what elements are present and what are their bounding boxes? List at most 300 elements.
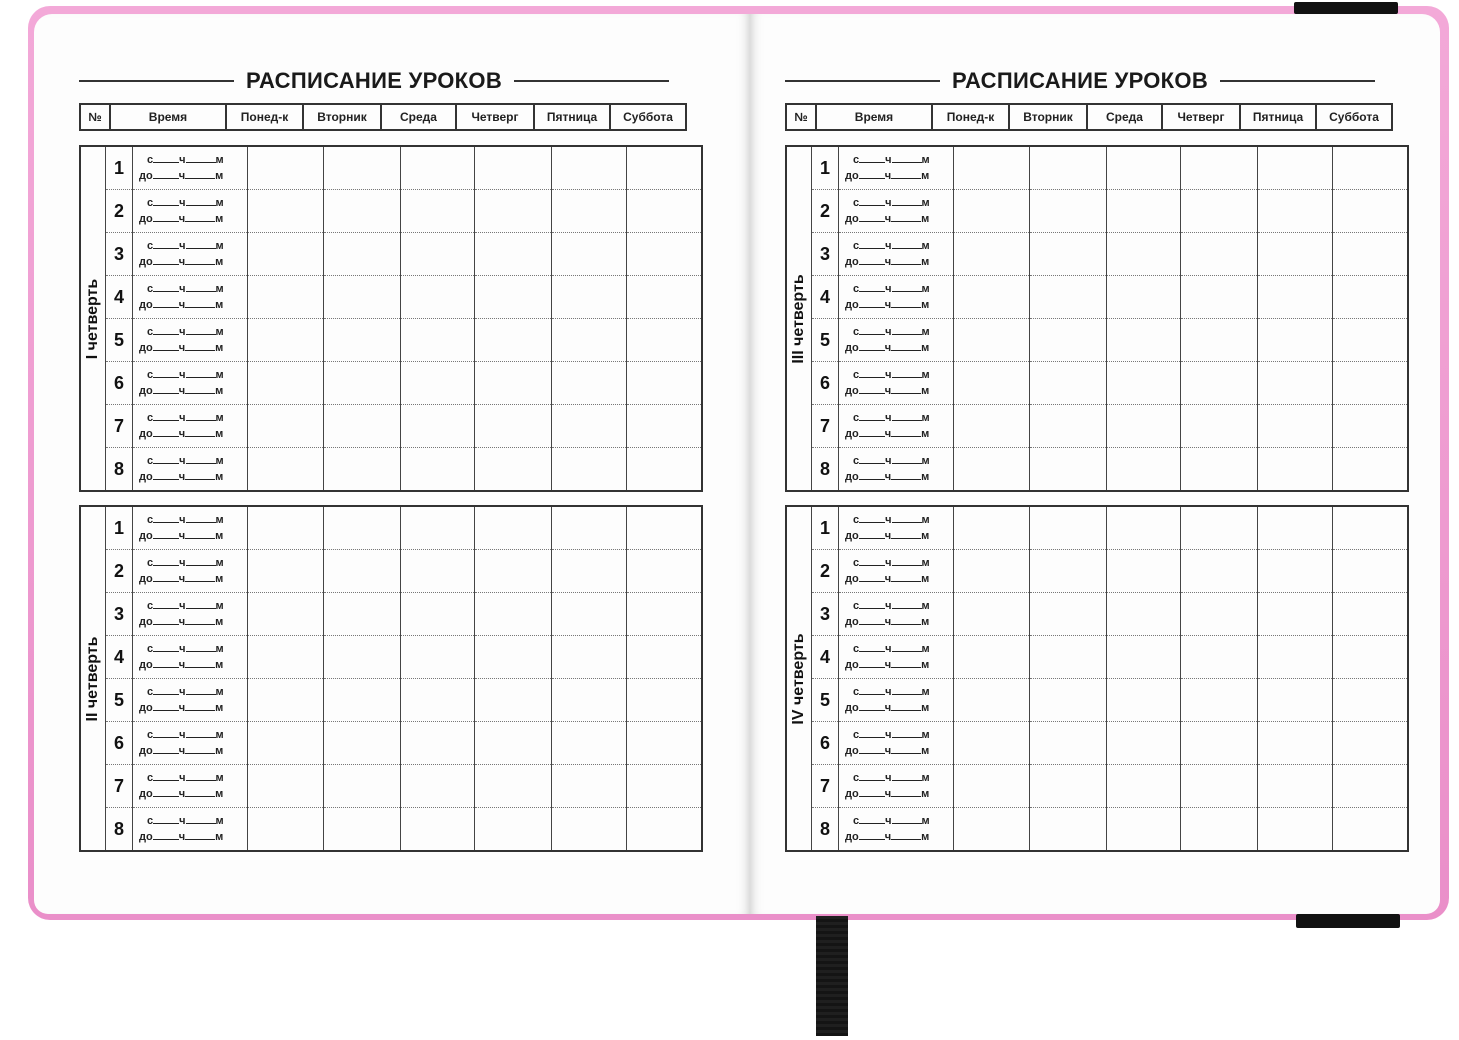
subject-cell-friday[interactable] <box>552 405 627 448</box>
subject-cell-monday[interactable] <box>954 405 1030 448</box>
subject-cell-saturday[interactable] <box>627 276 703 319</box>
minutes-blank[interactable] <box>185 830 215 840</box>
subject-cell-tuesday[interactable] <box>1030 679 1107 722</box>
lesson-time-cell[interactable] <box>133 722 248 765</box>
subject-cell-monday[interactable] <box>954 190 1030 233</box>
subject-cell-tuesday[interactable] <box>324 276 401 319</box>
subject-cell-thursday[interactable] <box>475 319 552 362</box>
minutes-blank[interactable] <box>186 153 216 163</box>
subject-cell-wednesday[interactable] <box>1107 362 1181 405</box>
hours-blank[interactable] <box>859 771 885 781</box>
hours-blank[interactable] <box>153 787 179 797</box>
subject-cell-friday[interactable] <box>552 506 627 550</box>
subject-cell-thursday[interactable] <box>475 722 552 765</box>
hours-blank[interactable] <box>859 212 885 222</box>
hours-blank[interactable] <box>153 470 179 480</box>
subject-cell-thursday[interactable] <box>475 506 552 550</box>
subject-cell-tuesday[interactable] <box>324 405 401 448</box>
subject-cell-tuesday[interactable] <box>324 146 401 190</box>
minutes-blank[interactable] <box>892 728 922 738</box>
hours-blank[interactable] <box>153 513 179 523</box>
lesson-time-cell[interactable] <box>839 722 954 765</box>
subject-cell-friday[interactable] <box>1258 636 1333 679</box>
subject-cell-friday[interactable] <box>552 319 627 362</box>
hours-blank[interactable] <box>859 830 885 840</box>
hours-blank[interactable] <box>859 325 885 335</box>
subject-cell-friday[interactable] <box>1258 679 1333 722</box>
hours-blank[interactable] <box>153 384 179 394</box>
lesson-time-cell[interactable] <box>133 808 248 852</box>
subject-cell-wednesday[interactable] <box>401 808 475 852</box>
subject-cell-thursday[interactable] <box>1181 593 1258 636</box>
subject-cell-monday[interactable] <box>954 362 1030 405</box>
hours-blank[interactable] <box>859 701 885 711</box>
subject-cell-tuesday[interactable] <box>1030 506 1107 550</box>
minutes-blank[interactable] <box>186 411 216 421</box>
minutes-blank[interactable] <box>891 298 921 308</box>
hours-blank[interactable] <box>859 513 885 523</box>
lesson-time-cell[interactable] <box>839 765 954 808</box>
minutes-blank[interactable] <box>185 427 215 437</box>
lesson-time-cell[interactable] <box>133 190 248 233</box>
subject-cell-saturday[interactable] <box>627 506 703 550</box>
subject-cell-wednesday[interactable] <box>401 679 475 722</box>
subject-cell-wednesday[interactable] <box>401 506 475 550</box>
subject-cell-monday[interactable] <box>954 506 1030 550</box>
subject-cell-saturday[interactable] <box>627 722 703 765</box>
subject-cell-wednesday[interactable] <box>401 146 475 190</box>
minutes-blank[interactable] <box>185 255 215 265</box>
hours-blank[interactable] <box>859 658 885 668</box>
subject-cell-thursday[interactable] <box>1181 190 1258 233</box>
subject-cell-wednesday[interactable] <box>1107 636 1181 679</box>
hours-blank[interactable] <box>153 282 179 292</box>
subject-cell-monday[interactable] <box>248 362 324 405</box>
subject-cell-saturday[interactable] <box>627 448 703 492</box>
minutes-blank[interactable] <box>185 470 215 480</box>
minutes-blank[interactable] <box>892 771 922 781</box>
subject-cell-thursday[interactable] <box>1181 362 1258 405</box>
subject-cell-saturday[interactable] <box>627 679 703 722</box>
hours-blank[interactable] <box>153 771 179 781</box>
subject-cell-tuesday[interactable] <box>324 593 401 636</box>
minutes-blank[interactable] <box>186 642 216 652</box>
hours-blank[interactable] <box>153 454 179 464</box>
minutes-blank[interactable] <box>185 658 215 668</box>
subject-cell-saturday[interactable] <box>1333 765 1409 808</box>
subject-cell-wednesday[interactable] <box>1107 679 1181 722</box>
subject-cell-friday[interactable] <box>1258 808 1333 852</box>
subject-cell-friday[interactable] <box>1258 233 1333 276</box>
minutes-blank[interactable] <box>892 454 922 464</box>
hours-blank[interactable] <box>859 599 885 609</box>
subject-cell-tuesday[interactable] <box>324 448 401 492</box>
subject-cell-thursday[interactable] <box>475 190 552 233</box>
hours-blank[interactable] <box>859 282 885 292</box>
minutes-blank[interactable] <box>185 298 215 308</box>
subject-cell-saturday[interactable] <box>627 146 703 190</box>
subject-cell-wednesday[interactable] <box>1107 506 1181 550</box>
subject-cell-friday[interactable] <box>552 679 627 722</box>
subject-cell-friday[interactable] <box>552 276 627 319</box>
minutes-blank[interactable] <box>891 255 921 265</box>
subject-cell-wednesday[interactable] <box>401 190 475 233</box>
subject-cell-wednesday[interactable] <box>1107 593 1181 636</box>
hours-blank[interactable] <box>153 153 179 163</box>
subject-cell-monday[interactable] <box>248 276 324 319</box>
hours-blank[interactable] <box>859 470 885 480</box>
hours-blank[interactable] <box>859 529 885 539</box>
subject-cell-saturday[interactable] <box>627 233 703 276</box>
hours-blank[interactable] <box>153 599 179 609</box>
minutes-blank[interactable] <box>186 239 216 249</box>
hours-blank[interactable] <box>859 685 885 695</box>
minutes-blank[interactable] <box>891 572 921 582</box>
subject-cell-tuesday[interactable] <box>324 319 401 362</box>
subject-cell-tuesday[interactable] <box>1030 405 1107 448</box>
subject-cell-thursday[interactable] <box>1181 722 1258 765</box>
lesson-time-cell[interactable] <box>839 636 954 679</box>
subject-cell-friday[interactable] <box>1258 765 1333 808</box>
subject-cell-monday[interactable] <box>954 276 1030 319</box>
subject-cell-friday[interactable] <box>552 593 627 636</box>
minutes-blank[interactable] <box>185 529 215 539</box>
minutes-blank[interactable] <box>891 787 921 797</box>
subject-cell-friday[interactable] <box>1258 362 1333 405</box>
subject-cell-wednesday[interactable] <box>1107 550 1181 593</box>
minutes-blank[interactable] <box>185 615 215 625</box>
lesson-time-cell[interactable] <box>839 146 954 190</box>
minutes-blank[interactable] <box>892 282 922 292</box>
minutes-blank[interactable] <box>892 814 922 824</box>
subject-cell-friday[interactable] <box>1258 506 1333 550</box>
minutes-blank[interactable] <box>892 642 922 652</box>
hours-blank[interactable] <box>153 814 179 824</box>
subject-cell-wednesday[interactable] <box>401 448 475 492</box>
hours-blank[interactable] <box>859 341 885 351</box>
subject-cell-friday[interactable] <box>1258 190 1333 233</box>
subject-cell-friday[interactable] <box>1258 319 1333 362</box>
minutes-blank[interactable] <box>891 212 921 222</box>
subject-cell-friday[interactable] <box>552 448 627 492</box>
subject-cell-monday[interactable] <box>954 593 1030 636</box>
subject-cell-wednesday[interactable] <box>401 593 475 636</box>
minutes-blank[interactable] <box>186 513 216 523</box>
subject-cell-wednesday[interactable] <box>401 319 475 362</box>
subject-cell-monday[interactable] <box>248 550 324 593</box>
subject-cell-tuesday[interactable] <box>1030 765 1107 808</box>
minutes-blank[interactable] <box>891 830 921 840</box>
lesson-time-cell[interactable] <box>839 362 954 405</box>
subject-cell-tuesday[interactable] <box>1030 190 1107 233</box>
subject-cell-friday[interactable] <box>1258 276 1333 319</box>
hours-blank[interactable] <box>153 642 179 652</box>
hours-blank[interactable] <box>153 830 179 840</box>
minutes-blank[interactable] <box>186 454 216 464</box>
subject-cell-tuesday[interactable] <box>324 636 401 679</box>
subject-cell-saturday[interactable] <box>1333 190 1409 233</box>
lesson-time-cell[interactable] <box>839 276 954 319</box>
subject-cell-saturday[interactable] <box>1333 405 1409 448</box>
hours-blank[interactable] <box>153 529 179 539</box>
subject-cell-monday[interactable] <box>248 808 324 852</box>
subject-cell-thursday[interactable] <box>475 276 552 319</box>
hours-blank[interactable] <box>859 196 885 206</box>
hours-blank[interactable] <box>859 411 885 421</box>
minutes-blank[interactable] <box>186 325 216 335</box>
subject-cell-thursday[interactable] <box>475 448 552 492</box>
hours-blank[interactable] <box>859 814 885 824</box>
minutes-blank[interactable] <box>186 728 216 738</box>
subject-cell-thursday[interactable] <box>475 362 552 405</box>
subject-cell-wednesday[interactable] <box>1107 276 1181 319</box>
subject-cell-monday[interactable] <box>248 448 324 492</box>
subject-cell-thursday[interactable] <box>1181 808 1258 852</box>
minutes-blank[interactable] <box>186 556 216 566</box>
hours-blank[interactable] <box>153 615 179 625</box>
subject-cell-friday[interactable] <box>1258 722 1333 765</box>
subject-cell-saturday[interactable] <box>1333 233 1409 276</box>
subject-cell-monday[interactable] <box>248 405 324 448</box>
subject-cell-friday[interactable] <box>552 722 627 765</box>
subject-cell-wednesday[interactable] <box>1107 146 1181 190</box>
subject-cell-wednesday[interactable] <box>1107 233 1181 276</box>
subject-cell-thursday[interactable] <box>1181 448 1258 492</box>
minutes-blank[interactable] <box>891 341 921 351</box>
subject-cell-wednesday[interactable] <box>1107 319 1181 362</box>
lesson-time-cell[interactable] <box>133 362 248 405</box>
hours-blank[interactable] <box>859 384 885 394</box>
lesson-time-cell[interactable] <box>839 808 954 852</box>
minutes-blank[interactable] <box>892 368 922 378</box>
hours-blank[interactable] <box>153 239 179 249</box>
subject-cell-monday[interactable] <box>248 722 324 765</box>
subject-cell-saturday[interactable] <box>627 319 703 362</box>
minutes-blank[interactable] <box>892 196 922 206</box>
subject-cell-tuesday[interactable] <box>324 506 401 550</box>
subject-cell-tuesday[interactable] <box>1030 319 1107 362</box>
subject-cell-tuesday[interactable] <box>1030 362 1107 405</box>
subject-cell-saturday[interactable] <box>627 362 703 405</box>
minutes-blank[interactable] <box>185 701 215 711</box>
lesson-time-cell[interactable] <box>133 636 248 679</box>
subject-cell-monday[interactable] <box>248 593 324 636</box>
lesson-time-cell[interactable] <box>839 233 954 276</box>
lesson-time-cell[interactable] <box>133 319 248 362</box>
lesson-time-cell[interactable] <box>839 679 954 722</box>
hours-blank[interactable] <box>153 411 179 421</box>
subject-cell-tuesday[interactable] <box>1030 448 1107 492</box>
subject-cell-wednesday[interactable] <box>1107 722 1181 765</box>
hours-blank[interactable] <box>859 427 885 437</box>
lesson-time-cell[interactable] <box>133 679 248 722</box>
minutes-blank[interactable] <box>185 572 215 582</box>
subject-cell-tuesday[interactable] <box>1030 550 1107 593</box>
subject-cell-tuesday[interactable] <box>324 722 401 765</box>
minutes-blank[interactable] <box>891 658 921 668</box>
subject-cell-tuesday[interactable] <box>1030 276 1107 319</box>
hours-blank[interactable] <box>859 615 885 625</box>
subject-cell-wednesday[interactable] <box>1107 765 1181 808</box>
hours-blank[interactable] <box>153 368 179 378</box>
subject-cell-wednesday[interactable] <box>401 722 475 765</box>
hours-blank[interactable] <box>153 658 179 668</box>
subject-cell-monday[interactable] <box>954 146 1030 190</box>
subject-cell-wednesday[interactable] <box>401 362 475 405</box>
subject-cell-monday[interactable] <box>954 636 1030 679</box>
subject-cell-tuesday[interactable] <box>1030 722 1107 765</box>
subject-cell-saturday[interactable] <box>627 593 703 636</box>
hours-blank[interactable] <box>153 556 179 566</box>
subject-cell-saturday[interactable] <box>627 636 703 679</box>
subject-cell-monday[interactable] <box>248 636 324 679</box>
subject-cell-thursday[interactable] <box>1181 233 1258 276</box>
subject-cell-monday[interactable] <box>954 448 1030 492</box>
minutes-blank[interactable] <box>185 744 215 754</box>
subject-cell-saturday[interactable] <box>627 808 703 852</box>
hours-blank[interactable] <box>859 255 885 265</box>
hours-blank[interactable] <box>153 325 179 335</box>
lesson-time-cell[interactable] <box>839 319 954 362</box>
subject-cell-monday[interactable] <box>954 722 1030 765</box>
minutes-blank[interactable] <box>891 529 921 539</box>
subject-cell-saturday[interactable] <box>1333 319 1409 362</box>
subject-cell-wednesday[interactable] <box>401 233 475 276</box>
hours-blank[interactable] <box>153 341 179 351</box>
subject-cell-tuesday[interactable] <box>324 808 401 852</box>
subject-cell-tuesday[interactable] <box>324 679 401 722</box>
subject-cell-tuesday[interactable] <box>324 233 401 276</box>
hours-blank[interactable] <box>153 701 179 711</box>
subject-cell-wednesday[interactable] <box>1107 448 1181 492</box>
subject-cell-tuesday[interactable] <box>1030 636 1107 679</box>
hours-blank[interactable] <box>859 153 885 163</box>
subject-cell-friday[interactable] <box>1258 405 1333 448</box>
lesson-time-cell[interactable] <box>133 550 248 593</box>
subject-cell-thursday[interactable] <box>475 405 552 448</box>
subject-cell-thursday[interactable] <box>1181 506 1258 550</box>
minutes-blank[interactable] <box>185 384 215 394</box>
subject-cell-wednesday[interactable] <box>401 636 475 679</box>
minutes-blank[interactable] <box>892 556 922 566</box>
subject-cell-friday[interactable] <box>552 765 627 808</box>
subject-cell-saturday[interactable] <box>1333 146 1409 190</box>
hours-blank[interactable] <box>859 642 885 652</box>
subject-cell-thursday[interactable] <box>1181 765 1258 808</box>
minutes-blank[interactable] <box>892 513 922 523</box>
subject-cell-saturday[interactable] <box>1333 593 1409 636</box>
lesson-time-cell[interactable] <box>133 405 248 448</box>
hours-blank[interactable] <box>153 427 179 437</box>
lesson-time-cell[interactable] <box>839 550 954 593</box>
lesson-time-cell[interactable] <box>839 405 954 448</box>
subject-cell-saturday[interactable] <box>1333 722 1409 765</box>
lesson-time-cell[interactable] <box>133 765 248 808</box>
subject-cell-thursday[interactable] <box>475 679 552 722</box>
subject-cell-thursday[interactable] <box>475 593 552 636</box>
minutes-blank[interactable] <box>891 169 921 179</box>
minutes-blank[interactable] <box>186 814 216 824</box>
hours-blank[interactable] <box>859 454 885 464</box>
subject-cell-tuesday[interactable] <box>324 765 401 808</box>
lesson-time-cell[interactable] <box>133 593 248 636</box>
hours-blank[interactable] <box>153 298 179 308</box>
subject-cell-thursday[interactable] <box>1181 636 1258 679</box>
minutes-blank[interactable] <box>891 744 921 754</box>
hours-blank[interactable] <box>153 744 179 754</box>
subject-cell-friday[interactable] <box>1258 146 1333 190</box>
minutes-blank[interactable] <box>186 368 216 378</box>
minutes-blank[interactable] <box>891 427 921 437</box>
subject-cell-monday[interactable] <box>954 233 1030 276</box>
minutes-blank[interactable] <box>185 787 215 797</box>
subject-cell-monday[interactable] <box>248 679 324 722</box>
hours-blank[interactable] <box>153 255 179 265</box>
minutes-blank[interactable] <box>185 212 215 222</box>
minutes-blank[interactable] <box>892 599 922 609</box>
subject-cell-saturday[interactable] <box>1333 448 1409 492</box>
lesson-time-cell[interactable] <box>839 593 954 636</box>
subject-cell-thursday[interactable] <box>475 808 552 852</box>
subject-cell-thursday[interactable] <box>1181 550 1258 593</box>
subject-cell-thursday[interactable] <box>475 146 552 190</box>
subject-cell-friday[interactable] <box>1258 593 1333 636</box>
minutes-blank[interactable] <box>892 325 922 335</box>
subject-cell-thursday[interactable] <box>475 636 552 679</box>
lesson-time-cell[interactable] <box>133 506 248 550</box>
subject-cell-monday[interactable] <box>954 765 1030 808</box>
subject-cell-thursday[interactable] <box>475 233 552 276</box>
subject-cell-saturday[interactable] <box>1333 506 1409 550</box>
subject-cell-thursday[interactable] <box>475 550 552 593</box>
subject-cell-friday[interactable] <box>552 190 627 233</box>
hours-blank[interactable] <box>859 728 885 738</box>
subject-cell-thursday[interactable] <box>475 765 552 808</box>
minutes-blank[interactable] <box>186 771 216 781</box>
hours-blank[interactable] <box>153 572 179 582</box>
minutes-blank[interactable] <box>891 701 921 711</box>
hours-blank[interactable] <box>859 787 885 797</box>
minutes-blank[interactable] <box>891 470 921 480</box>
lesson-time-cell[interactable] <box>133 276 248 319</box>
subject-cell-thursday[interactable] <box>1181 276 1258 319</box>
subject-cell-wednesday[interactable] <box>1107 808 1181 852</box>
hours-blank[interactable] <box>153 685 179 695</box>
subject-cell-saturday[interactable] <box>627 550 703 593</box>
minutes-blank[interactable] <box>892 153 922 163</box>
hours-blank[interactable] <box>859 298 885 308</box>
subject-cell-monday[interactable] <box>954 319 1030 362</box>
lesson-time-cell[interactable] <box>133 146 248 190</box>
subject-cell-thursday[interactable] <box>1181 146 1258 190</box>
hours-blank[interactable] <box>859 572 885 582</box>
hours-blank[interactable] <box>859 744 885 754</box>
lesson-time-cell[interactable] <box>839 506 954 550</box>
subject-cell-friday[interactable] <box>552 146 627 190</box>
subject-cell-friday[interactable] <box>552 636 627 679</box>
lesson-time-cell[interactable] <box>839 448 954 492</box>
minutes-blank[interactable] <box>891 384 921 394</box>
minutes-blank[interactable] <box>892 239 922 249</box>
subject-cell-saturday[interactable] <box>1333 808 1409 852</box>
subject-cell-wednesday[interactable] <box>401 765 475 808</box>
subject-cell-monday[interactable] <box>248 190 324 233</box>
bookmark-ribbon[interactable] <box>816 916 848 1036</box>
subject-cell-tuesday[interactable] <box>1030 146 1107 190</box>
minutes-blank[interactable] <box>185 341 215 351</box>
minutes-blank[interactable] <box>892 411 922 421</box>
subject-cell-monday[interactable] <box>248 765 324 808</box>
